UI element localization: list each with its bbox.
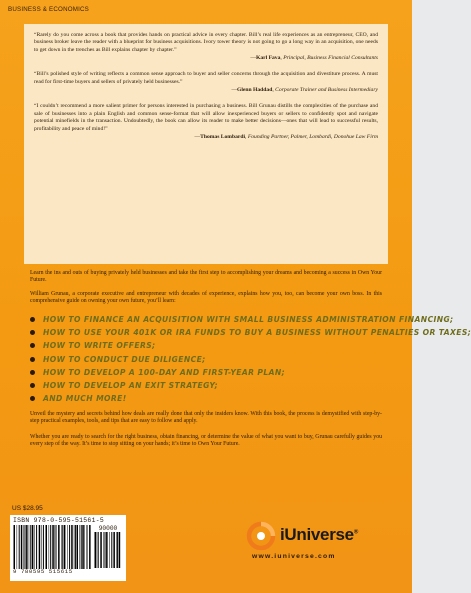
list-item-text: HOW TO CONDUCT DUE DILIGENCE; [43,354,206,364]
bullet-icon [30,317,35,322]
registered-mark: ® [353,529,358,536]
bullet-icon [30,343,35,348]
supplemental-barcode-icon [94,532,122,568]
endorsement-2 [34,71,378,94]
barcode-icon [13,525,91,569]
list-item [30,379,390,392]
list-item-text: AND MUCH MORE! [43,394,127,404]
iuniverse-swirl-icon [246,521,276,551]
bullet-icon [30,330,35,335]
list-item [30,339,390,352]
price-code: 90000 [98,525,118,532]
publisher-logo [246,517,396,567]
list-item [30,392,390,405]
endorsement-attribution [34,87,378,94]
list-item-text: HOW TO USE YOUR 401K OR IRA FUNDS TO BUY A BUSINESS WITHOUT PENALTIES OR TAXES; [43,328,471,338]
intro-paragraph-1: Learn the ins and outs of buying privately held businesses and take the first step to accomplishing your dreams and becoming a success in Own Your Future. [30,270,382,284]
publisher-name: iUniverse® [280,525,358,544]
bullet-icon [30,370,35,375]
attribution-name: Thomas Lombardi [200,134,246,141]
attribution-name: Glenn Haddad [237,87,273,94]
endorsement-attribution [34,134,378,141]
attribution-dash: — [231,87,238,94]
attribution-name: Karl Fava [256,55,281,62]
endorsement-1 [34,32,378,62]
price-label: US $28.95 [12,505,43,512]
bullet-icon [30,396,35,401]
endorsement-box [24,24,388,264]
attribution-role: , Corporate Trainer and Business Intermediary [272,87,378,94]
learning-points-list [30,313,471,405]
attribution-dash: — [250,55,256,62]
attribution-dash: — [194,134,201,141]
list-item [30,326,471,339]
bullet-icon [30,383,35,388]
publisher-url: www.iuniverse.com [252,553,336,560]
endorsement-quote: “I couldn’t recommend a more salient primer for persons interested in purchasing a business. Bill Grunau distills the complexities of the purchase and sale of businesses into a plain English and common sense-format that will allow inexperienced buyers or sellers to confidently spot and navigate potential minefields in the transaction. Undoubtedly, the book can allow its reader to make better decisions—ones that will lead to successful results, profitability and peace of mind!” [34,103,378,132]
attribution-role: , Principal, Business Financial Consultants [280,55,378,62]
ean-number: 9 780595 515615 [13,568,73,575]
endorsement-quote: “Bill’s polished style of writing reflects a common sense approach to buyer and seller concerns through the acquisition and divestiture process. A must read for first-time buyers and sellers of privately held businesses.” [34,71,378,85]
list-item-text: HOW TO FINANCE AN ACQUISITION WITH SMALL BUSINESS ADMINISTRATION FINANCING; [43,315,454,325]
barcode-area [10,515,126,581]
outro-paragraph-2: Whether you are ready to search for the right business, obtain financing, or determine the value of what you want to buy, Grunau carefully guides you every step of the way. It’s time to stop sitting on your hands; it’s time to Own Your Future. [30,434,382,448]
list-item [30,313,454,326]
endorsement-quote: “Rarely do you come across a book that provides hands on practical advice in every chapter. Bill’s real life experiences as an entrepreneur, CEO, and business broker leave the reader with a blueprint for business acquisitions. Ivory tower theory is not going to go a long way in an acquisition, one needs to get down in the trenches as Bill explains chapter by chapter.” [34,32,378,53]
isbn-number: ISBN 978-0-595-51561-5 [13,517,104,524]
outro-paragraph-1: Unveil the mystery and secrets behind how deals are really done that only the insiders know. With this book, the process is demystified with step-by-step practical examples, tools, and tips that are easy to follow and apply. [30,411,382,425]
list-item-text: HOW TO WRITE OFFERS; [43,341,156,351]
bullet-icon [30,357,35,362]
endorsement-3 [34,103,378,141]
list-item [30,366,390,379]
endorsement-attribution [34,55,378,62]
category-label: BUSINESS & ECONOMICS [8,6,90,13]
list-item-text: HOW TO DEVELOP A 100-DAY AND FIRST-YEAR PLAN; [43,367,286,377]
list-item-text: HOW TO DEVELOP AN EXIT STRATEGY; [43,381,219,391]
list-item [30,353,390,366]
intro-paragraph-2: William Grunau, a corporate executive and entrepreneur with decades of experience, explains how you, too, can become your own boss. In this comprehensive guide on owning your own future, you’ll learn: [30,291,382,305]
attribution-role: , Founding Partner, Palmer, Lombardi, Donohue Law Firm [245,134,378,141]
